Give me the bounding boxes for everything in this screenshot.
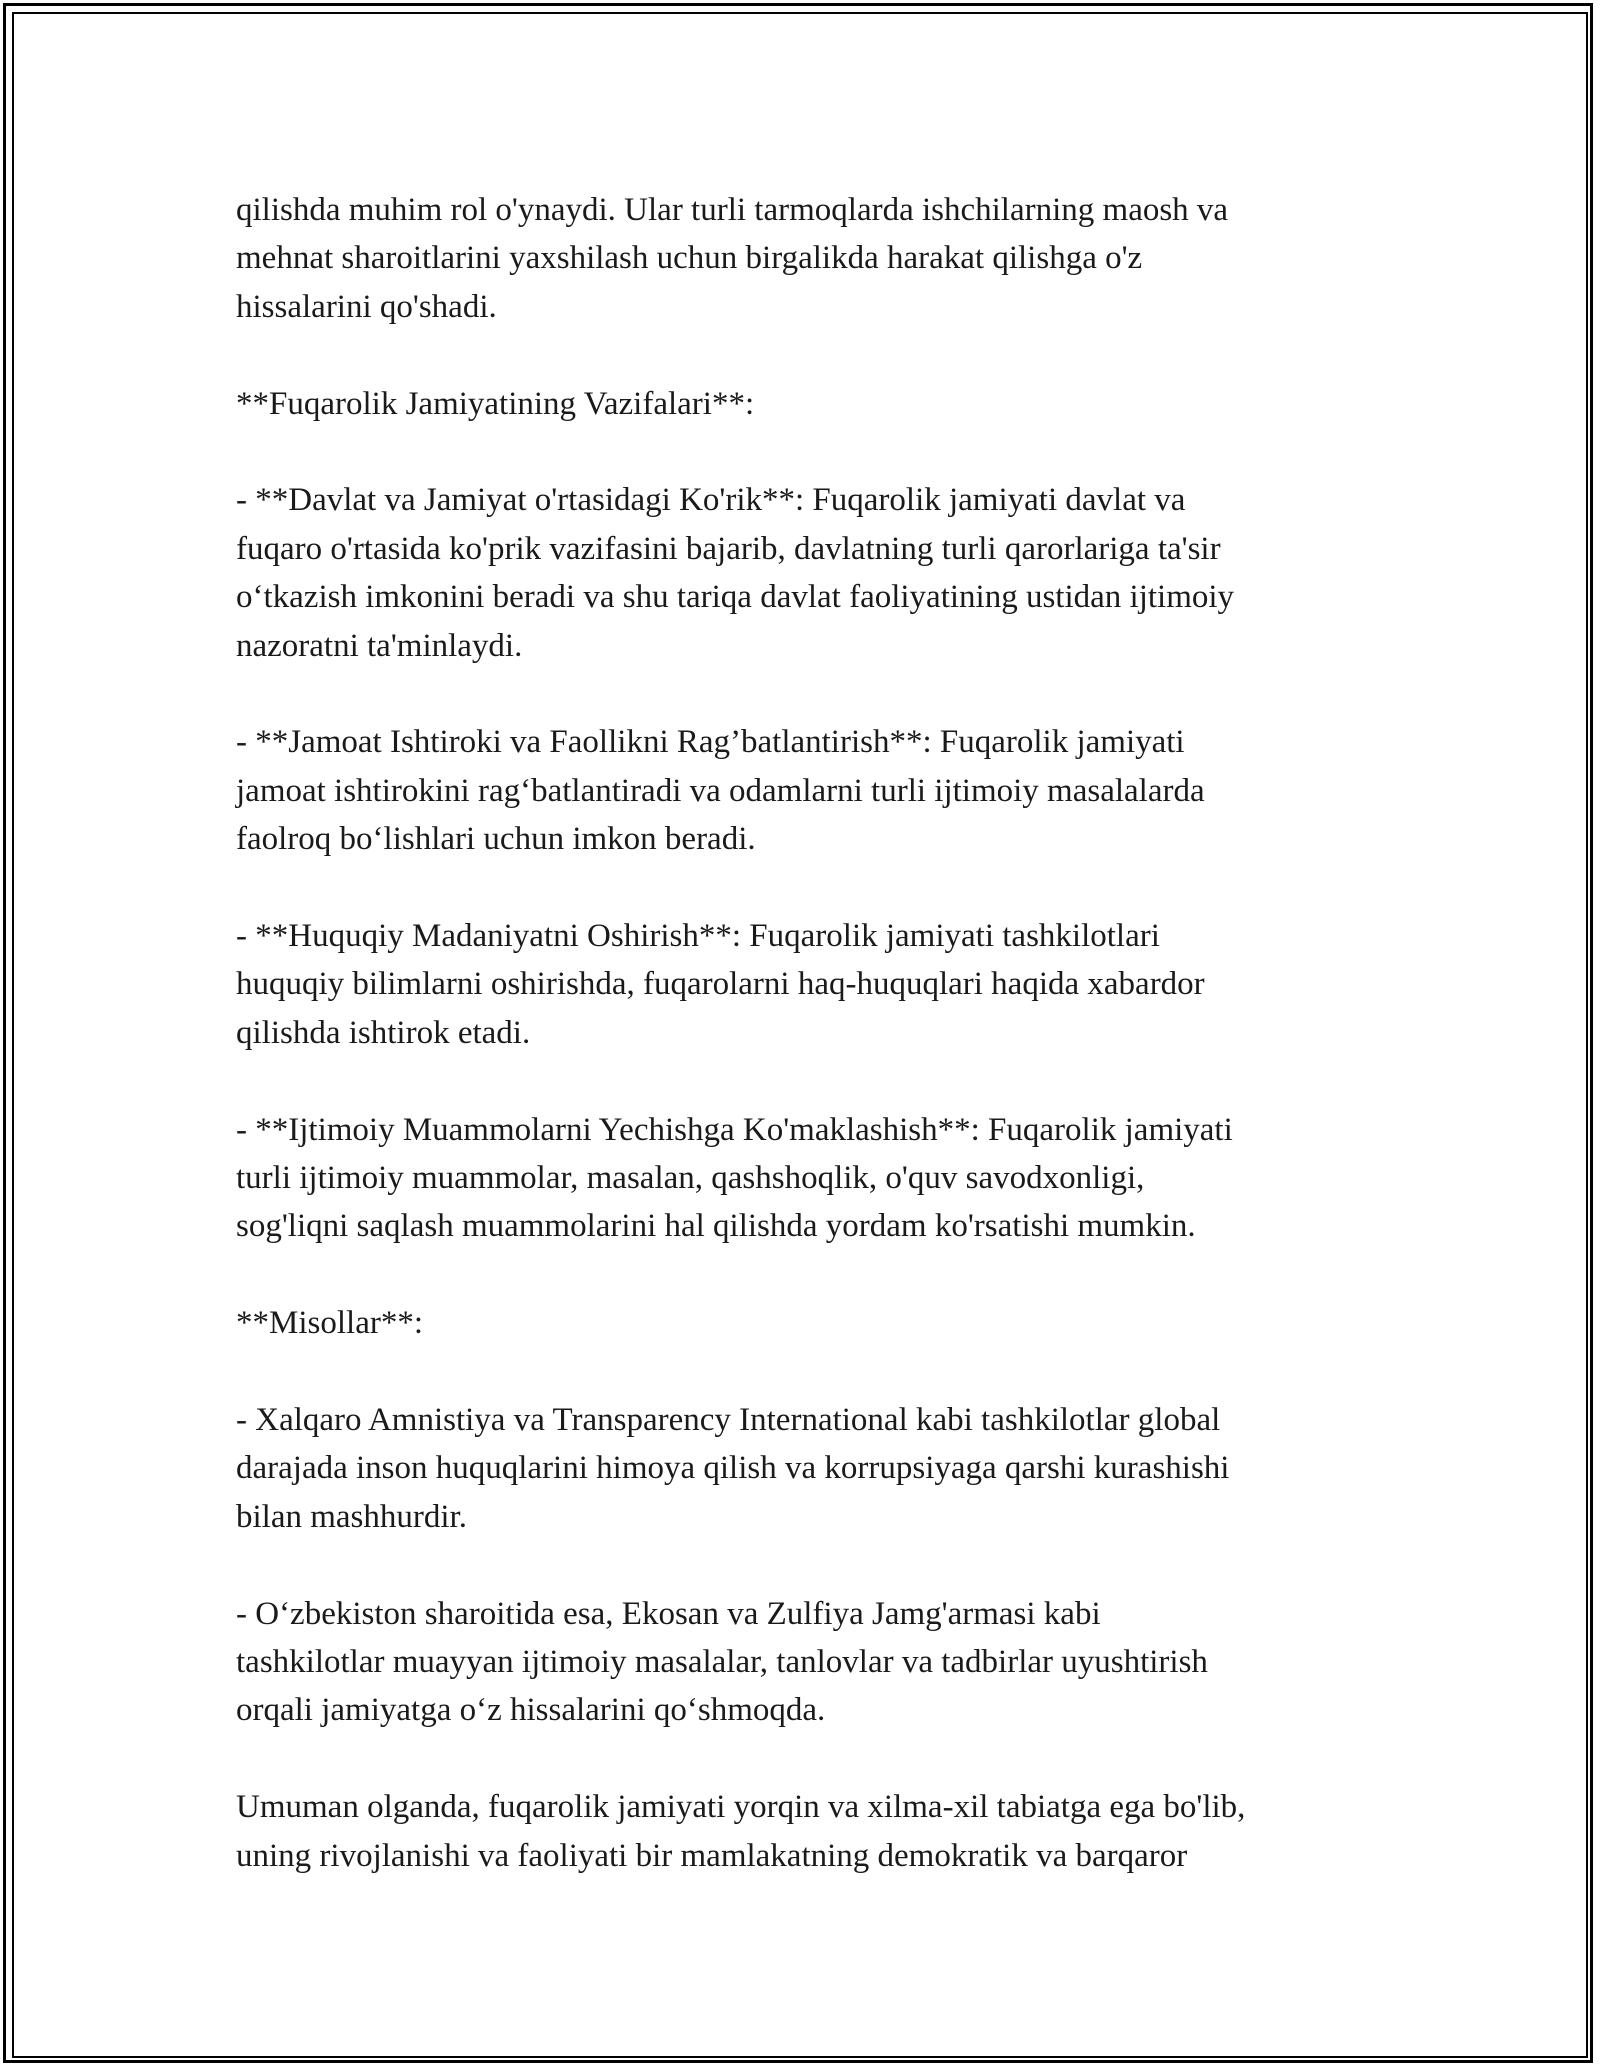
paragraph-conclusion: Umuman olganda, fuqarolik jamiyati yorqin va xilma-xil tabiatga ega bo'lib, uning rivojlanishi va faoliyati bir mamlakatning demokratik va barqaror <box>236 1789 1246 1874</box>
section-heading-misollar: **Misollar**: <box>236 1305 423 1342</box>
paragraph-intro-continuation: qilishda muhim rol o'ynaydi. Ular turli tarmoqlarda ishchilarning maosh va mehnat sharoitlarini yaxshilash uchun birgalikda harakat qilishga o'z hissalarini qo'shadi. <box>236 192 1229 325</box>
list-item-huquqiy-madaniyat: - **Huquqiy Madaniyatni Oshirish**: Fuqarolik jamiyati tashkilotlari huquqiy bilimlarni oshirishda, fuqarolarni haq-huquqlari haqida xabardor qilishda ishtirok etadi. <box>236 918 1205 1051</box>
list-item-xalqaro-amnistiya: - Xalqaro Amnistiya va Transparency International kabi tashkilotlar global darajada inson huquqlarini himoya qilish va korrupsiyaga qarshi kurashishi bilan mashhurdir. <box>236 1402 1230 1535</box>
list-item-ijtimoiy-muammolar: - **Ijtimoiy Muammolarni Yechishga Ko'maklashish**: Fuqarolik jamiyati turli ijtimoiy muammolar, masalan, qashshoqlik, o'quv savodxonligi, sog'liqni saqlash muammolarini hal qilishda yordam ko'rsatishi mumkin. <box>236 1111 1233 1245</box>
document-body <box>236 186 1366 1880</box>
section-heading-vazifalari: **Fuqarolik Jamiyatining Vazifalari**: <box>236 385 755 422</box>
list-item-ozbekiston: - O‘zbekiston sharoitida esa, Ekosan va Zulfiya Jamg'armasi kabi tashkilotlar muayyan ijtimoiy masalalar, tanlovlar va tadbirlar uyushtirish orqali jamiyatga o‘z hissalarini qo‘shmoqda. <box>236 1595 1208 1729</box>
list-item-davlat-jamiyat: - **Davlat va Jamiyat o'rtasidagi Ko'rik**: Fuqarolik jamiyati davlat va fuqaro o'rtasida ko'prik vazifasini bajarib, davlatning turli qarorlariga ta'sir o‘tkazish imkonini beradi va shu tariqa davlat faoliyatining ustidan ijtimoiy nazoratni ta'minlaydi. <box>236 482 1235 664</box>
list-item-jamoat-ishtiroki: - **Jamoat Ishtiroki va Faollikni Rag’batlantirish**: Fuqarolik jamiyati jamoat ishtirokini rag‘batlantiradi va odamlarni turli ijtimoiy masalalarda faolroq bo‘lishlari uchun imkon beradi. <box>236 724 1205 858</box>
